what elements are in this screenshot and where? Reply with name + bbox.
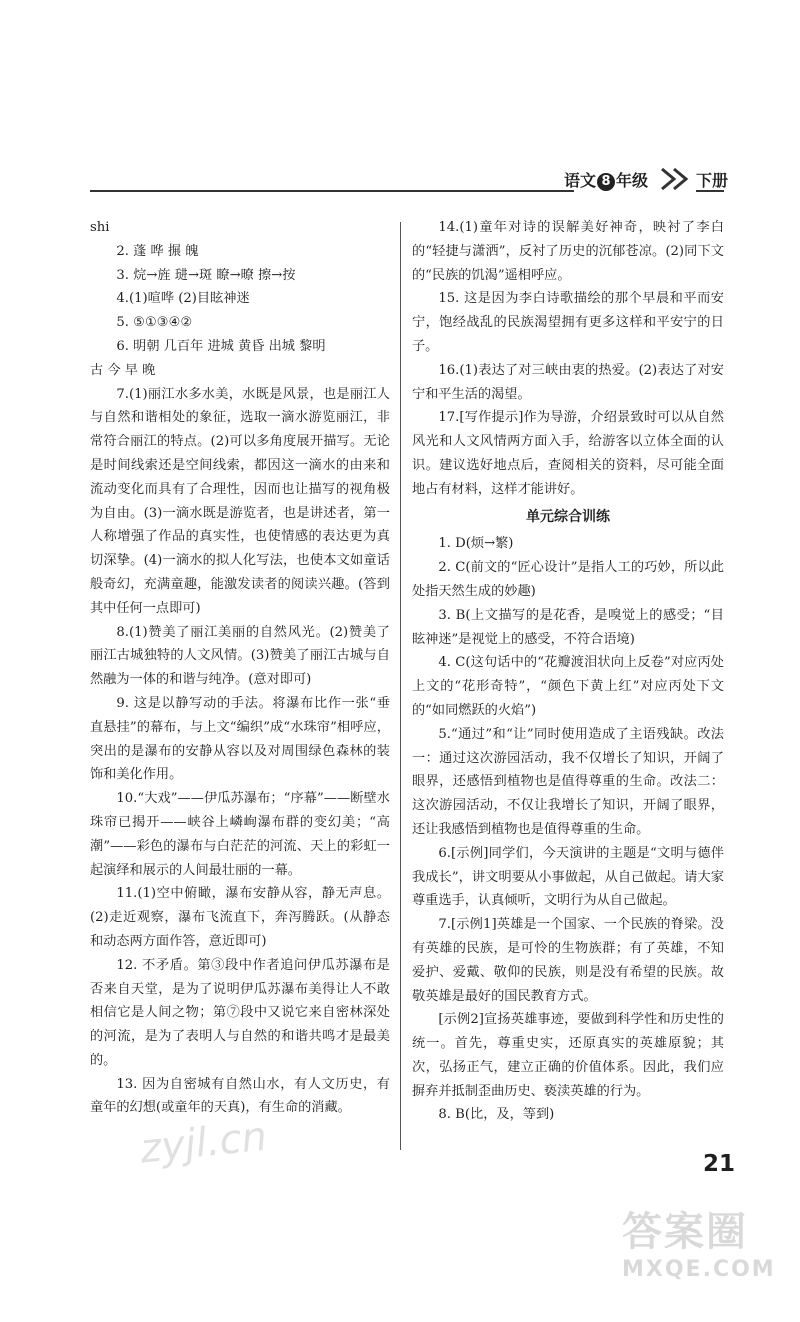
answer-paragraph: 2. C(前文的“匠心设计”是指人工的巧妙，所以此处指天然生成的妙趣) <box>412 560 724 599</box>
answer-paragraph: 8. B(比，及，等到) <box>438 1107 555 1123</box>
answer-paragraph: 14.(1)童年对诗的误解美好神奇，映衬了李白的“轻捷与潇洒”，反衬了历史的沉郁苍凉。(2)同下文的“民族的饥渴”遥相呼应。 <box>412 220 724 283</box>
answer-paragraph: 17.[写作提示]作为导游，介绍景致时可以从自然风光和人文风情两方面入手，给游客以立体全面的认识。建议选好地点后，查阅相关的资料，尽可能全面地占有材料，这样才能讲好。 <box>412 410 724 497</box>
answer-paragraph: 4.(1)喧哗 (2)目眩神迷 <box>116 291 250 307</box>
watermark-answer-circle <box>622 1200 782 1315</box>
grade-circle: 8 <box>597 173 615 191</box>
answer-paragraph: 古 今 早 晚 <box>90 362 156 378</box>
answer-paragraph: 10.“大戏”——伊瓜苏瀑布；“序幕”——断壁水珠帘已揭开——峡谷上嶙峋瀑布群的变幻美；“高潮”——彩色的瀑布与白茫茫的河流、天上的彩虹一起演绎和展示的人间最壮丽的一幕。 <box>90 791 390 878</box>
answers-group-upper <box>412 216 724 502</box>
answer-paragraph: 7.[示例1]英雄是一个国家、一个民族的脊梁。没有英雄的民族，是可怜的生物族群；有了英雄，不知爱护、爱戴、敬仰的民族，则是没有希望的民族。故敬英雄是最好的国民教育方式。 <box>412 917 724 1004</box>
answer-paragraph: 8.(1)赞美了丽江美丽的自然风光。(2)赞美了丽江古城独特的人文风情。(3)赞美了丽江古城与自然融为一体的和谐与纯净。(意对即可) <box>90 624 390 688</box>
answer-paragraph: 7.(1)丽江水多水美，水既是风景，也是丽江人与自然和谐相处的象征，选取一滴水游览丽江，非常符合丽江的特点。(2)可以多角度展开描写。无论是时间线索还是空间线索，都因这一滴水的由来和流动变化而具有了合理性，因而也让描写的视角极为自由。(3)一滴水既是游览者，也是讲述者，第一人称增强了作品的真实性，也使情感的表达更为真切深挚。(4)一滴水的拟人化写法，也使本文如童话般奇幻，充满童趣，能激发读者的阅读兴趣。(答到其中任何一点即可) <box>90 386 390 616</box>
answer-paragraph: 3. 烷→旌 琎→斑 瞭→暸 擦→按 <box>116 267 296 283</box>
section-title: 单元综合训练 <box>526 508 610 525</box>
answer-paragraph: 6.[示例]同学们，今天演讲的主题是“文明与德伴我成长”，讲文明要从小事做起，从自己做起。请大家尊重选手，认真倾听，文明行为从自己做起。 <box>412 845 724 909</box>
answer-paragraph: 5. ⑤①③④② <box>116 315 193 331</box>
answer-paragraph: [示例2]宣扬英雄事迹，要做到科学性和历史性的统一。首先，尊重史实，还原真实的英雄原貌；其次，弘扬正气，建立正确的价值体系。因此，我们应摒弃并抵制歪曲历史、亵渎英雄的行为。 <box>412 1012 724 1099</box>
answer-paragraph: 13. 因为自密城有自然山水，有人文历史，有童年的幻想(或童年的天真)，有生命的消藏。 <box>90 1076 390 1116</box>
right-column <box>412 216 724 1127</box>
answer-paragraph: 11.(1)空中俯瞰，瀑布安静从容，静无声息。(2)走近观察，瀑布飞流直下，奔泻腾跃。(从静态和动态两方面作答，意近即可) <box>90 886 390 949</box>
watermark-domain: MXQE.COM <box>622 1257 776 1282</box>
left-column <box>90 216 390 1120</box>
answer-paragraph: 9. 这是以静写动的手法。将瀑布比作一张“垂直悬挂”的幕布，与上文“编织”成“水珠帘”相呼应，突出的是瀑布的安静从容以及对周围绿色森林的装饰和美化作用。 <box>90 695 390 783</box>
answer-paragraph: 4. C(这句话中的“花瓣渡泪状向上反卷”对应丙处上文的“花形奇特”，“颜色下黄上红”对应丙处下文的“如同燃跃的火焰”) <box>412 655 724 718</box>
watermark-zyjl: zyjl.cn <box>137 1113 270 1173</box>
answer-paragraph: 12. 不矛盾。第③段中作者追问伊瓜苏瀑布是否来自天堂，是为了说明伊瓜苏瀑布美得让人不敢相信它是人间之物；第⑦段中又说它来自密林深处的河流，是为了表明人与自然的和谐共鸣才是最美的。 <box>90 957 390 1068</box>
answer-paragraph: 16.(1)表达了对三峡由衷的热爱。(2)表达了对安宁和平生活的渴望。 <box>412 362 724 402</box>
answer-paragraph: 1. D(烦→繁) <box>438 536 514 552</box>
answer-paragraph: 5.“通过”和“让”同时使用造成了主语残缺。改法一：通过这次游园活动，我不仅增长了知识，开阔了眼界，还感悟到植物也是值得尊重的生命。改法二：这次游园活动，不仅让我增长了知识，开阔了眼界，还让我感悟到植物也是值得尊重的生命。 <box>412 726 724 837</box>
volume-label: 下册 <box>696 168 724 192</box>
answer-paragraph: shi <box>90 220 110 235</box>
watermark-answer-text: 答案圈 <box>622 1209 748 1255</box>
header-rule <box>90 190 574 192</box>
answer-paragraph: 2. 蓬 哗 搌 魄 <box>116 243 199 259</box>
page-number: 21 <box>703 1151 736 1177</box>
grade-suffix: 年级 <box>616 171 649 190</box>
header-subject-grade <box>564 168 648 191</box>
answer-paragraph: 15. 这是因为李白诗歌描绘的那个早晨和平而安宁，饱经战乱的民族渴望拥有更多这样和平安宁的日子。 <box>412 291 724 354</box>
answer-paragraph: 3. B(上文描写的是花香，是嗅觉上的感受；“目眩神迷”是视觉上的感受，不符合语境) <box>412 607 724 647</box>
answer-paragraph: 6. 明朝 几百年 进城 黄昏 出城 黎明 <box>116 338 326 354</box>
double-chevron-icon <box>658 166 698 192</box>
subject-label: 语文 <box>564 171 597 190</box>
column-divider <box>400 222 401 1150</box>
page-header <box>90 166 729 192</box>
answers-group-unit-training <box>412 532 724 1127</box>
